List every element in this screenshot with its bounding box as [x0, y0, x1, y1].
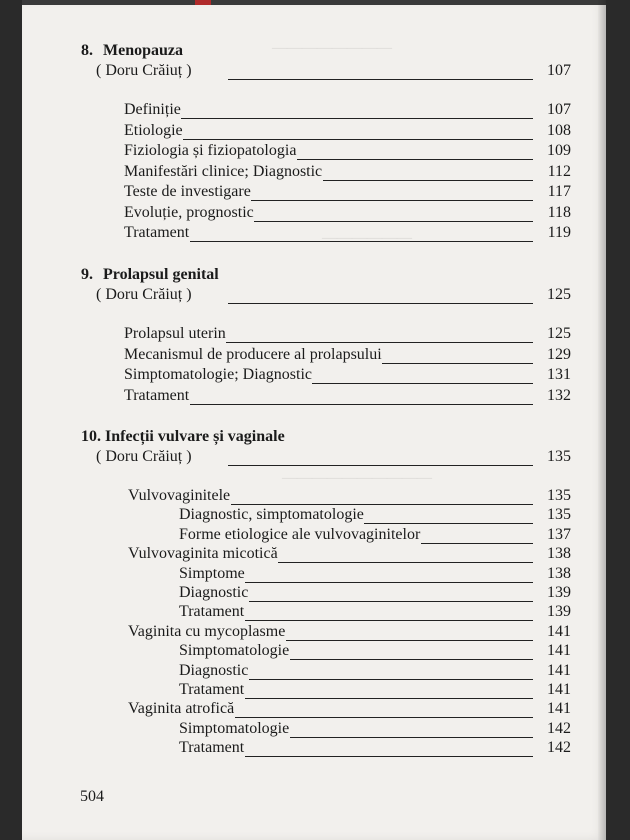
page-ref: 141: [547, 622, 571, 640]
entry-label: Tratament: [179, 681, 245, 698]
show-through-text: ——————————: [282, 470, 432, 486]
toc-entry[interactable]: [179, 603, 571, 623]
page-ref: 142: [547, 719, 571, 737]
page-ref: 137: [547, 525, 571, 543]
toc-entry[interactable]: [124, 163, 571, 183]
toc-entry[interactable]: [124, 204, 571, 224]
page-ref: 138: [547, 564, 571, 582]
section-number: 9.: [81, 266, 93, 283]
leader-line: [190, 241, 533, 242]
toc-entry[interactable]: [128, 545, 571, 565]
entry-label: Tratament: [179, 739, 245, 757]
page-ref: 141: [547, 681, 571, 698]
page-ref: 135: [547, 448, 571, 465]
leader-line: [228, 303, 533, 304]
leader-line: [245, 582, 533, 583]
entry-label: Vulvovaginita micotică: [128, 545, 278, 563]
page-ref: 129: [547, 345, 571, 363]
author-name: ( Doru Crăiuț ): [96, 286, 192, 303]
entry-label: Teste de investigare: [124, 183, 251, 200]
entry-label: Manifestări clinice; Diagnostic: [124, 162, 323, 180]
leader-line: [249, 679, 533, 680]
toc-entry[interactable]: [124, 366, 571, 386]
toc-entry[interactable]: [179, 739, 571, 759]
section-heading: [81, 428, 285, 446]
page-ref: 141: [547, 700, 571, 718]
entry-label: Simptomatologie; Diagnostic: [124, 366, 312, 383]
page-ref: 112: [547, 162, 571, 180]
section-title: Prolapsul genital: [103, 266, 219, 283]
section-heading: [81, 42, 183, 60]
leader-line: [278, 562, 533, 563]
leader-line: [245, 756, 533, 757]
toc-entry[interactable]: [128, 487, 571, 507]
toc-entry[interactable]: [179, 662, 571, 682]
toc-entry[interactable]: [179, 526, 571, 546]
entry-label: Diagnostic: [179, 661, 249, 679]
toc-entry[interactable]: [124, 142, 571, 162]
page-ref: 118: [547, 203, 571, 221]
toc-author-line[interactable]: [96, 62, 571, 82]
leader-line: [364, 523, 533, 524]
page-ref: 139: [547, 603, 571, 621]
entry-label: Diagnostic, simptomatologie: [179, 506, 364, 524]
entry-label: Evoluție, prognostic: [124, 203, 254, 221]
show-through-text: ————————: [272, 40, 392, 56]
toc-entry[interactable]: [179, 565, 571, 585]
leader-line: [251, 200, 533, 201]
toc-entry[interactable]: [128, 623, 571, 643]
entry-label: Prolapsul uterin: [124, 325, 226, 342]
toc-entry[interactable]: [179, 681, 571, 701]
leader-line: [254, 221, 533, 222]
leader-line: [297, 159, 533, 160]
entry-label: Vaginita cu mycoplasme: [128, 622, 286, 640]
entry-label: Fiziologia și fiziopatologia: [124, 142, 297, 159]
leader-line: [226, 342, 533, 343]
book-page: [22, 0, 606, 840]
page-number: 504: [80, 788, 104, 805]
toc-entry[interactable]: [179, 642, 571, 662]
page-ref: 141: [547, 661, 571, 679]
entry-label: Diagnostic: [179, 584, 249, 601]
page-ref: 132: [547, 386, 571, 404]
page-ref: 107: [547, 101, 571, 118]
toc-entry[interactable]: [124, 346, 571, 366]
toc-entry[interactable]: [124, 224, 571, 244]
toc-entry[interactable]: [124, 387, 571, 407]
page-ref: 138: [547, 545, 571, 563]
entry-label: Tratament: [179, 603, 245, 621]
toc-entry[interactable]: [124, 101, 571, 121]
leader-line: [290, 659, 533, 660]
leader-line: [421, 543, 533, 544]
entry-label: Definiție: [124, 101, 181, 118]
page-ref: 119: [547, 224, 571, 241]
leader-line: [181, 118, 533, 119]
entry-label: Mecanismul de producere al prolapsului: [124, 345, 382, 363]
leader-line: [323, 180, 533, 181]
entry-label: Forme etiologice ale vulvovaginitelor: [179, 525, 421, 543]
entry-label: Simptome: [179, 564, 245, 582]
leader-line: [183, 139, 533, 140]
leader-line: [228, 465, 533, 466]
toc-entry[interactable]: [124, 122, 571, 142]
show-through-text: ——————: [322, 230, 412, 246]
page-ref: 139: [547, 584, 571, 601]
leader-line: [245, 698, 533, 699]
leader-line: [290, 737, 533, 738]
leader-line: [235, 717, 533, 718]
entry-label: Etiologie: [124, 121, 183, 139]
page-ref: 135: [547, 487, 571, 504]
page-ref: 142: [547, 739, 571, 757]
author-name: ( Doru Crăiuț ): [96, 62, 192, 79]
bookmark-ribbon: [195, 0, 211, 5]
author-name: ( Doru Crăiuț ): [96, 448, 192, 465]
entry-label: Simptomatologie: [179, 642, 290, 660]
section-heading: [81, 266, 219, 284]
leader-line: [245, 620, 533, 621]
top-edge: [22, 0, 606, 5]
page-ref: 108: [547, 121, 571, 139]
toc-entry[interactable]: [124, 325, 571, 345]
entry-label: Tratament: [124, 224, 190, 241]
section-title: Menopauza: [103, 42, 183, 59]
page-ref: 125: [547, 325, 571, 342]
leader-line: [286, 640, 533, 641]
toc-entry[interactable]: [179, 506, 571, 526]
section-number: 10.: [81, 428, 101, 445]
toc-author-line[interactable]: [96, 286, 571, 306]
section-number: 8.: [81, 42, 93, 59]
leader-line: [312, 383, 533, 384]
entry-label: Tratament: [124, 386, 190, 404]
leader-line: [249, 601, 533, 602]
toc-entry[interactable]: [179, 720, 571, 740]
section-title: Infecții vulvare și vaginale: [105, 428, 285, 445]
toc-entry[interactable]: [124, 183, 571, 203]
leader-line: [382, 363, 533, 364]
page-ref: 131: [547, 366, 571, 383]
toc-author-line[interactable]: [96, 448, 571, 468]
page-ref: 125: [547, 286, 571, 303]
page-ref: 135: [547, 506, 571, 524]
entry-label: Simptomatologie: [179, 719, 290, 737]
leader-line: [228, 79, 533, 80]
toc-entry[interactable]: [179, 584, 571, 604]
leader-line: [190, 404, 533, 405]
entry-label: Vaginita atrofică: [128, 700, 235, 718]
page-ref: 107: [547, 62, 571, 79]
entry-label: Vulvovaginitele: [128, 487, 231, 504]
toc-entry[interactable]: [128, 700, 571, 720]
leader-line: [231, 504, 533, 505]
page-ref: 141: [547, 642, 571, 660]
page-ref: 117: [547, 183, 571, 200]
page-gutter-shadow: [598, 0, 606, 840]
page-ref: 109: [547, 142, 571, 159]
